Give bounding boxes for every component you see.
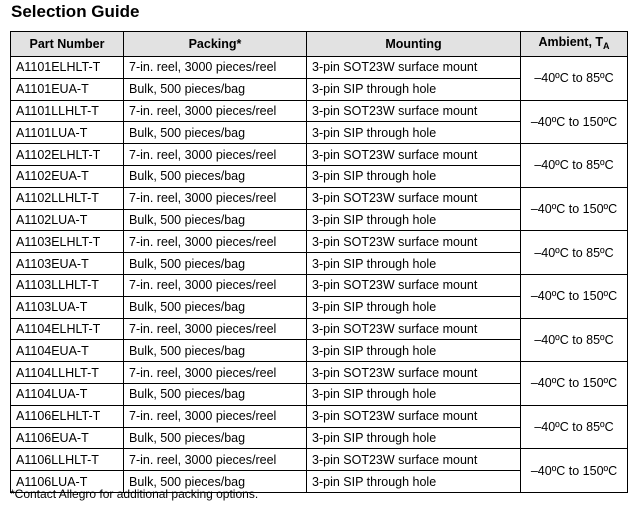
cell-packing: 7-in. reel, 3000 pieces/reel: [124, 362, 307, 384]
cell-mounting: 3-pin SIP through hole: [307, 383, 521, 405]
header-ambient: [521, 32, 628, 57]
cell-packing: 7-in. reel, 3000 pieces/reel: [124, 405, 307, 427]
table-row: [11, 144, 628, 166]
table-row: [11, 362, 628, 384]
cell-mounting: 3-pin SOT23W surface mount: [307, 57, 521, 79]
cell-part-number: A1102EUA-T: [11, 165, 124, 187]
cell-packing: 7-in. reel, 3000 pieces/reel: [124, 57, 307, 79]
cell-ambient-range: –40ºC to 85ºC: [521, 318, 628, 362]
table-row: [11, 187, 628, 209]
header-mounting: Mounting: [307, 32, 521, 57]
cell-part-number: A1104EUA-T: [11, 340, 124, 362]
cell-part-number: A1102LUA-T: [11, 209, 124, 231]
cell-mounting: 3-pin SIP through hole: [307, 165, 521, 187]
table-row: [11, 405, 628, 427]
table-row: [11, 449, 628, 471]
cell-packing: 7-in. reel, 3000 pieces/reel: [124, 449, 307, 471]
cell-ambient-range: –40ºC to 85ºC: [521, 144, 628, 188]
cell-part-number: A1101LLHLT-T: [11, 100, 124, 122]
cell-part-number: A1101ELHLT-T: [11, 57, 124, 79]
cell-packing: Bulk, 500 pieces/bag: [124, 78, 307, 100]
table-body: [11, 57, 628, 493]
cell-packing: Bulk, 500 pieces/bag: [124, 340, 307, 362]
cell-packing: 7-in. reel, 3000 pieces/reel: [124, 318, 307, 340]
cell-part-number: A1101LUA-T: [11, 122, 124, 144]
cell-ambient-range: –40ºC to 85ºC: [521, 405, 628, 449]
cell-ambient-range: –40ºC to 150ºC: [521, 187, 628, 231]
cell-part-number: A1106EUA-T: [11, 427, 124, 449]
table-header-row: [11, 32, 628, 57]
cell-part-number: A1104LLHLT-T: [11, 362, 124, 384]
cell-packing: Bulk, 500 pieces/bag: [124, 209, 307, 231]
cell-packing: Bulk, 500 pieces/bag: [124, 122, 307, 144]
cell-mounting: 3-pin SIP through hole: [307, 209, 521, 231]
cell-mounting: 3-pin SOT23W surface mount: [307, 362, 521, 384]
cell-ambient-range: –40ºC to 150ºC: [521, 274, 628, 318]
cell-mounting: 3-pin SOT23W surface mount: [307, 100, 521, 122]
cell-packing: Bulk, 500 pieces/bag: [124, 427, 307, 449]
table-row: [11, 318, 628, 340]
cell-part-number: A1106LUA-T: [11, 471, 124, 493]
cell-part-number: A1104LUA-T: [11, 383, 124, 405]
cell-packing: Bulk, 500 pieces/bag: [124, 296, 307, 318]
cell-part-number: A1102ELHLT-T: [11, 144, 124, 166]
cell-part-number: A1104ELHLT-T: [11, 318, 124, 340]
cell-mounting: 3-pin SIP through hole: [307, 296, 521, 318]
cell-mounting: 3-pin SIP through hole: [307, 122, 521, 144]
cell-mounting: 3-pin SOT23W surface mount: [307, 318, 521, 340]
table-row: [11, 57, 628, 79]
cell-ambient-range: –40ºC to 85ºC: [521, 57, 628, 101]
cell-part-number: A1101EUA-T: [11, 78, 124, 100]
cell-packing: 7-in. reel, 3000 pieces/reel: [124, 144, 307, 166]
header-packing: Packing*: [124, 32, 307, 57]
cell-mounting: 3-pin SOT23W surface mount: [307, 274, 521, 296]
cell-mounting: 3-pin SOT23W surface mount: [307, 144, 521, 166]
cell-part-number: A1106LLHLT-T: [11, 449, 124, 471]
cell-mounting: 3-pin SIP through hole: [307, 471, 521, 493]
cell-packing: Bulk, 500 pieces/bag: [124, 383, 307, 405]
footnote: *Contact Allegro for additional packing options.: [10, 487, 259, 501]
cell-mounting: 3-pin SIP through hole: [307, 78, 521, 100]
table-row: [11, 231, 628, 253]
cell-packing: Bulk, 500 pieces/bag: [124, 253, 307, 275]
cell-part-number: A1103LUA-T: [11, 296, 124, 318]
table-row: [11, 100, 628, 122]
cell-part-number: A1103EUA-T: [11, 253, 124, 275]
cell-mounting: 3-pin SIP through hole: [307, 253, 521, 275]
cell-ambient-range: –40ºC to 85ºC: [521, 231, 628, 275]
cell-part-number: A1106ELHLT-T: [11, 405, 124, 427]
cell-part-number: A1103LLHLT-T: [11, 274, 124, 296]
cell-mounting: 3-pin SIP through hole: [307, 427, 521, 449]
cell-packing: 7-in. reel, 3000 pieces/reel: [124, 100, 307, 122]
cell-mounting: 3-pin SOT23W surface mount: [307, 187, 521, 209]
cell-part-number: A1102LLHLT-T: [11, 187, 124, 209]
header-ambient-subscript: A: [603, 41, 610, 51]
cell-mounting: 3-pin SOT23W surface mount: [307, 449, 521, 471]
header-part-number: Part Number: [11, 32, 124, 57]
cell-mounting: 3-pin SOT23W surface mount: [307, 405, 521, 427]
cell-packing: 7-in. reel, 3000 pieces/reel: [124, 274, 307, 296]
cell-ambient-range: –40ºC to 150ºC: [521, 100, 628, 144]
cell-ambient-range: –40ºC to 150ºC: [521, 362, 628, 406]
cell-packing: Bulk, 500 pieces/bag: [124, 165, 307, 187]
cell-mounting: 3-pin SOT23W surface mount: [307, 231, 521, 253]
cell-mounting: 3-pin SIP through hole: [307, 340, 521, 362]
cell-part-number: A1103ELHLT-T: [11, 231, 124, 253]
cell-packing: 7-in. reel, 3000 pieces/reel: [124, 187, 307, 209]
cell-packing: 7-in. reel, 3000 pieces/reel: [124, 231, 307, 253]
selection-guide-table: [10, 31, 628, 493]
cell-packing: Bulk, 500 pieces/bag: [124, 471, 307, 493]
header-ambient-label: Ambient, T: [538, 35, 604, 49]
cell-ambient-range: –40ºC to 150ºC: [521, 449, 628, 493]
table-row: [11, 274, 628, 296]
page-title: Selection Guide: [11, 2, 140, 21]
